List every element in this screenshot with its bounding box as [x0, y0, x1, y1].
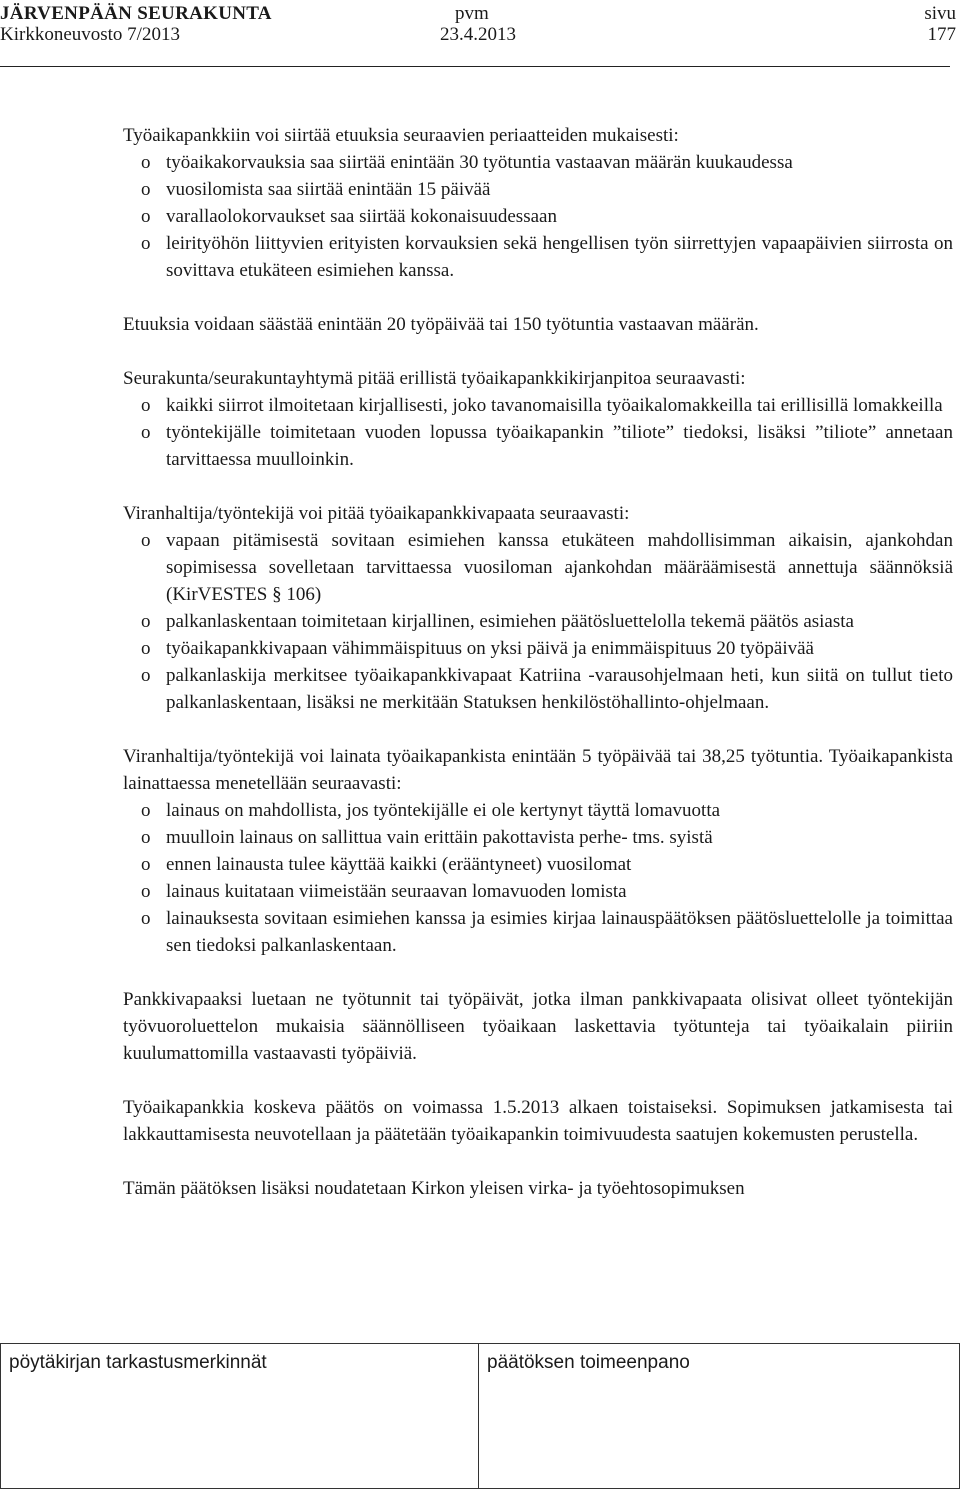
- list-item: [123, 824, 953, 851]
- section-intro: Työaikapankkia koskeva päätös on voimassa 1.5.2013 alkaen toistaiseksi. Sopimuksen jatkamisesta tai lakkauttamisesta neuvotellaan ja päätetään työaikapankin toimivuudesta saatujen kokemusten perustella.: [123, 1097, 953, 1145]
- list-item: [123, 878, 953, 905]
- list-bullet-marker: o: [141, 800, 151, 821]
- list-item: [123, 851, 953, 878]
- list-item: [123, 392, 953, 419]
- review-notes-cell: [1, 1344, 479, 1488]
- list-bullet-marker: o: [141, 665, 151, 686]
- list-item: [123, 608, 953, 635]
- list-bullet-marker: o: [141, 611, 151, 632]
- section-intro: Työaikapankkiin voi siirtää etuuksia seuraavien periaatteiden mukaisesti:: [123, 125, 679, 146]
- implementation-cell: [479, 1344, 959, 1488]
- list-item-text: palkanlaskentaan toimitetaan kirjallinen, esimiehen päätösluettelolla tekemä päätös asiasta: [166, 611, 854, 632]
- list-bullet-marker: o: [141, 422, 151, 443]
- list-bullet-marker: o: [141, 233, 151, 254]
- list-bullet-marker: o: [141, 530, 151, 551]
- list-item: [123, 203, 953, 230]
- implementation-label: päätöksen toimeenpano: [487, 1352, 690, 1373]
- list-item: [123, 149, 953, 176]
- list-item-text: työntekijälle toimitetaan vuoden lopussa työaikapankin ”tiliote” tiedoksi, lisäksi ”tiliote” annetaan tarvittaessa muulloinkin.: [166, 422, 953, 470]
- list-bullet-marker: o: [141, 179, 151, 200]
- page-label: sivu: [924, 3, 956, 24]
- organization-name: JÄRVENPÄÄN SEURAKUNTA: [0, 3, 272, 24]
- section: [123, 986, 953, 1067]
- list-item-text: palkanlaskija merkitsee työaikapankkivapaat Katriina -varausohjelmaan heti, kun siitä on tullut tieto palkanlaskentaan, lisäksi ne merkitään Statuksen henkilöstöhallinto-ohjelmaan.: [166, 665, 953, 713]
- list-bullet-marker: o: [141, 206, 151, 227]
- list-item-text: vapaan pitämisestä sovitaan esimiehen kanssa etukäteen mahdollisimman aikaisin, ajankohdan sopimisessa sovelletaan tarvittaessa vuosiloman ajankohdan määräämisestä annettuja säännöksiä (KirVESTES § 106): [166, 530, 953, 605]
- list-item: [123, 635, 953, 662]
- page-number: 177: [927, 24, 956, 45]
- list-item-text: kaikki siirrot ilmoitetaan kirjallisesti, joko tavanomaisilla työaikalomakkeilla tai erillisillä lomakkeilla: [166, 395, 943, 416]
- section-intro: Etuuksia voidaan säästää enintään 20 työpäivää tai 150 työtuntia vastaavan määrän.: [123, 314, 759, 335]
- list-item-text: leirityöhön liittyvien erityisten korvauksien sekä hengellisen työn siirrettyjen vapaapäivien siirrosta on sovittava etukäteen esimiehen kanssa.: [166, 233, 953, 281]
- list-item: [123, 230, 953, 284]
- list-bullet-marker: o: [141, 152, 151, 173]
- page-header: [0, 0, 960, 60]
- review-notes-label: pöytäkirjan tarkastusmerkinnät: [9, 1352, 267, 1373]
- list-item: [123, 527, 953, 608]
- section-intro: Seurakunta/seurakuntayhtymä pitää erillistä työaikapankkikirjanpitoa seuraavasti:: [123, 368, 746, 389]
- bullet-list: [123, 797, 953, 959]
- list-item-text: varallaolokorvaukset saa siirtää kokonaisuudessaan: [166, 206, 557, 227]
- list-item: [123, 662, 953, 716]
- section: [123, 311, 953, 338]
- meeting-name: Kirkkoneuvosto 7/2013: [0, 24, 180, 45]
- section: [123, 1094, 953, 1148]
- list-item: [123, 797, 953, 824]
- list-item: [123, 905, 953, 959]
- section-intro: Viranhaltija/työntekijä voi pitää työaikapankkivapaata seuraavasti:: [123, 503, 630, 524]
- bullet-list: [123, 527, 953, 716]
- section-intro: Viranhaltija/työntekijä voi lainata työaikapankista enintään 5 työpäivää tai 38,25 työtuntia. Työaikapankista lainattaessa menetellään seuraavasti:: [123, 746, 953, 794]
- date-label: pvm: [455, 3, 489, 24]
- list-item-text: lainauksesta sovitaan esimiehen kanssa ja esimies kirjaa lainauspäätöksen päätösluettelolle ja toimittaa sen tiedoksi palkanlaskentaan.: [166, 908, 953, 956]
- list-bullet-marker: o: [141, 395, 151, 416]
- list-item: [123, 176, 953, 203]
- list-item: [123, 419, 953, 473]
- bullet-list: [123, 392, 953, 473]
- header-divider: [0, 66, 950, 67]
- section: [123, 122, 953, 284]
- section: [123, 1175, 953, 1202]
- list-item-text: vuosilomista saa siirtää enintään 15 päivää: [166, 179, 491, 200]
- list-item-text: työaikapankkivapaan vähimmäispituus on yksi päivä ja enimmäispituus 20 työpäivää: [166, 638, 814, 659]
- list-item-text: lainaus kuitataan viimeistään seuraavan lomavuoden lomista: [166, 881, 627, 902]
- list-item-text: työaikakorvauksia saa siirtää enintään 30 työtuntia vastaavan määrän kuukaudessa: [166, 152, 793, 173]
- section: [123, 743, 953, 959]
- section-intro: Tämän päätöksen lisäksi noudatetaan Kirkon yleisen virka- ja työehtosopimuksen: [123, 1178, 745, 1199]
- section-intro: Pankkivapaaksi luetaan ne työtunnit tai työpäivät, jotka ilman pankkivapaata olisivat olleet työntekijän työvuoroluettelon mukaisia säännölliseen työaikaan laskettavia työtunteja tai työaikalain piiriin kuulumattomilla vastaavasti työpäiviä.: [123, 989, 953, 1064]
- section: [123, 365, 953, 473]
- list-item-text: muulloin lainaus on sallittua vain erittäin pakottavista perhe- tms. syistä: [166, 827, 713, 848]
- bullet-list: [123, 149, 953, 284]
- section: [123, 500, 953, 716]
- meeting-date: 23.4.2013: [440, 24, 516, 45]
- list-item-text: lainaus on mahdollista, jos työntekijälle ei ole kertynyt täyttä lomavuotta: [166, 800, 721, 821]
- list-bullet-marker: o: [141, 638, 151, 659]
- document-body: [123, 122, 953, 1202]
- signature-footer: [0, 1343, 960, 1489]
- list-bullet-marker: o: [141, 881, 151, 902]
- list-bullet-marker: o: [141, 908, 151, 929]
- list-bullet-marker: o: [141, 854, 151, 875]
- list-bullet-marker: o: [141, 827, 151, 848]
- list-item-text: ennen lainausta tulee käyttää kaikki (erääntyneet) vuosilomat: [166, 854, 632, 875]
